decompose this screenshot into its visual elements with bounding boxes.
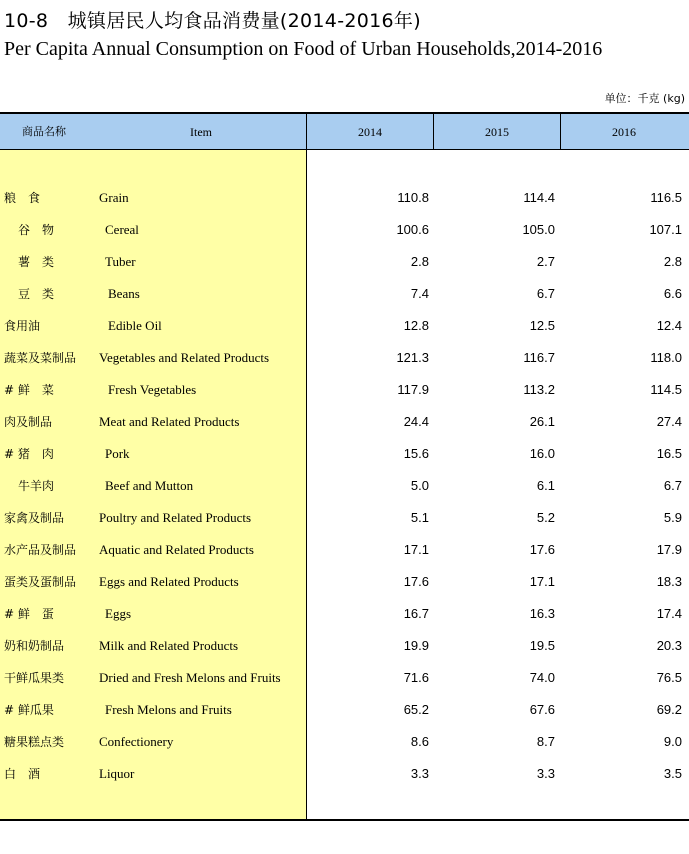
value-2016: 107.1 xyxy=(649,222,682,237)
value-2014: 110.8 xyxy=(397,190,429,205)
row-name-en: Poultry and Related Products xyxy=(99,510,252,525)
value-2015: 5.2 xyxy=(536,510,555,525)
row-name-en: Meat and Related Products xyxy=(99,414,240,429)
value-2014: 100.6 xyxy=(396,222,429,237)
row-name-cn: # 鲜 菜 xyxy=(4,383,54,397)
table-row xyxy=(0,508,689,540)
row-name-en: Tuber xyxy=(105,254,136,269)
value-2016: 16.5 xyxy=(656,446,682,461)
row-name-cn: 肉及制品 xyxy=(4,415,53,429)
row-name-en: Eggs and Related Products xyxy=(99,574,239,589)
value-2016: 27.4 xyxy=(656,414,682,429)
row-name-en: Liquor xyxy=(99,766,135,781)
row-name-en: Vegetables and Related Products xyxy=(99,350,270,365)
table-title-cn: 10-8 城镇居民人均食品消费量(2014-2016年) xyxy=(4,10,421,32)
row-name-cn: 蔬菜及菜制品 xyxy=(4,351,77,365)
value-2015: 6.7 xyxy=(536,286,555,301)
row-name-en: Pork xyxy=(105,446,130,461)
value-2015: 17.1 xyxy=(529,574,555,589)
row-name-en: Cereal xyxy=(105,222,139,237)
value-2014: 7.4 xyxy=(410,286,429,301)
header-name-cn: 商品名称 xyxy=(22,125,66,138)
row-name-en: Milk and Related Products xyxy=(99,638,239,653)
value-2015: 19.5 xyxy=(529,638,555,653)
table-row xyxy=(0,444,689,476)
table-row xyxy=(0,348,689,380)
row-name-cn: 谷 物 xyxy=(18,223,55,237)
header-divider-1 xyxy=(433,114,434,150)
table-row xyxy=(0,412,689,444)
row-name-cn: # 猪 肉 xyxy=(4,447,54,461)
header-item: Item xyxy=(190,125,212,139)
row-name-en: Dried and Fresh Melons and Fruits xyxy=(99,670,281,685)
table-row xyxy=(0,284,689,316)
value-2016: 20.3 xyxy=(656,638,682,653)
table-row xyxy=(0,476,689,508)
table-row xyxy=(0,220,689,252)
header-year-2015: 2015 xyxy=(485,125,509,139)
value-2016: 118.0 xyxy=(650,350,682,365)
row-name-en: Aquatic and Related Products xyxy=(99,542,254,557)
row-name-cn: # 鲜 蛋 xyxy=(4,607,54,621)
table-row xyxy=(0,252,689,284)
row-name-cn: 家禽及制品 xyxy=(4,511,65,525)
value-2015: 16.0 xyxy=(529,446,555,461)
value-2016: 5.9 xyxy=(663,510,682,525)
row-name-cn: 水产品及制品 xyxy=(4,543,77,557)
value-2015: 116.7 xyxy=(523,350,555,365)
value-2014: 65.2 xyxy=(403,702,429,717)
value-2015: 2.7 xyxy=(536,254,555,269)
value-2016: 3.5 xyxy=(663,766,682,781)
row-name-cn: 薯 类 xyxy=(18,255,55,269)
row-name-en: Confectionery xyxy=(99,734,174,749)
row-name-en: Edible Oil xyxy=(108,318,162,333)
value-2014: 17.6 xyxy=(403,574,429,589)
header-year-2016: 2016 xyxy=(612,125,636,139)
value-2014: 121.3 xyxy=(396,350,429,365)
row-name-cn: 奶和奶制品 xyxy=(4,639,65,653)
row-name-cn: 粮 食 xyxy=(4,191,41,205)
value-2015: 26.1 xyxy=(529,414,555,429)
value-2015: 6.1 xyxy=(536,478,555,493)
row-name-en: Eggs xyxy=(105,606,131,621)
table-row xyxy=(0,380,689,412)
table-row xyxy=(0,540,689,572)
value-2015: 114.4 xyxy=(523,190,555,205)
row-name-cn: 蛋类及蛋制品 xyxy=(4,575,77,589)
table-row xyxy=(0,668,689,700)
row-name-cn: 糖果糕点类 xyxy=(4,735,65,749)
value-2015: 3.3 xyxy=(536,766,555,781)
value-2015: 16.3 xyxy=(529,606,555,621)
value-2015: 8.7 xyxy=(536,734,555,749)
value-2016: 12.4 xyxy=(656,318,682,333)
value-2014: 8.6 xyxy=(410,734,429,749)
value-2014: 16.7 xyxy=(403,606,429,621)
value-2016: 6.7 xyxy=(663,478,682,493)
row-name-cn: 牛羊肉 xyxy=(18,479,55,493)
table-row xyxy=(0,604,689,636)
value-2014: 5.1 xyxy=(410,510,429,525)
row-name-en: Beef and Mutton xyxy=(105,478,194,493)
value-2016: 17.9 xyxy=(656,542,682,557)
value-2014: 71.6 xyxy=(403,670,429,685)
value-2014: 19.9 xyxy=(403,638,429,653)
value-2014: 5.0 xyxy=(410,478,429,493)
table-row xyxy=(0,636,689,668)
row-name-en: Fresh Melons and Fruits xyxy=(105,702,232,717)
value-2016: 114.5 xyxy=(650,382,682,397)
row-name-cn: 干鲜瓜果类 xyxy=(4,671,65,685)
value-2016: 2.8 xyxy=(663,254,682,269)
value-2014: 17.1 xyxy=(403,542,429,557)
value-2015: 17.6 xyxy=(529,542,555,557)
value-2016: 18.3 xyxy=(656,574,682,589)
value-2016: 116.5 xyxy=(650,190,682,205)
header-year-2014: 2014 xyxy=(358,125,382,139)
unit-label: 单位：千克 (kg) xyxy=(604,92,685,105)
value-2016: 9.0 xyxy=(663,734,682,749)
value-2016: 17.4 xyxy=(656,606,682,621)
bottom-rule xyxy=(0,819,689,821)
value-2016: 69.2 xyxy=(656,702,682,717)
row-name-cn: 豆 类 xyxy=(18,287,55,301)
row-name-cn: 白 酒 xyxy=(4,767,41,781)
value-2014: 3.3 xyxy=(410,766,429,781)
table-row xyxy=(0,732,689,764)
table-row xyxy=(0,188,689,220)
table-title-en: Per Capita Annual Consumption on Food of Urban Households,2014-2016 xyxy=(4,38,603,60)
value-2016: 76.5 xyxy=(656,670,682,685)
value-2015: 12.5 xyxy=(529,318,555,333)
value-2015: 105.0 xyxy=(522,222,555,237)
value-2015: 74.0 xyxy=(529,670,555,685)
value-2014: 2.8 xyxy=(410,254,429,269)
table-row xyxy=(0,316,689,348)
value-2014: 12.8 xyxy=(403,318,429,333)
value-2015: 113.2 xyxy=(523,382,555,397)
value-2014: 117.9 xyxy=(397,382,429,397)
value-2016: 6.6 xyxy=(663,286,682,301)
value-2014: 15.6 xyxy=(403,446,429,461)
row-name-en: Fresh Vegetables xyxy=(108,382,197,397)
value-2014: 24.4 xyxy=(403,414,429,429)
table-row xyxy=(0,700,689,732)
table-row xyxy=(0,764,689,796)
value-2015: 67.6 xyxy=(529,702,555,717)
row-name-en: Grain xyxy=(99,190,129,205)
header-separator xyxy=(0,149,689,150)
row-name-en: Beans xyxy=(108,286,140,301)
row-name-cn: # 鲜瓜果 xyxy=(4,703,54,717)
row-name-cn: 食用油 xyxy=(4,319,41,333)
header-divider-2 xyxy=(560,114,561,150)
table-row xyxy=(0,572,689,604)
